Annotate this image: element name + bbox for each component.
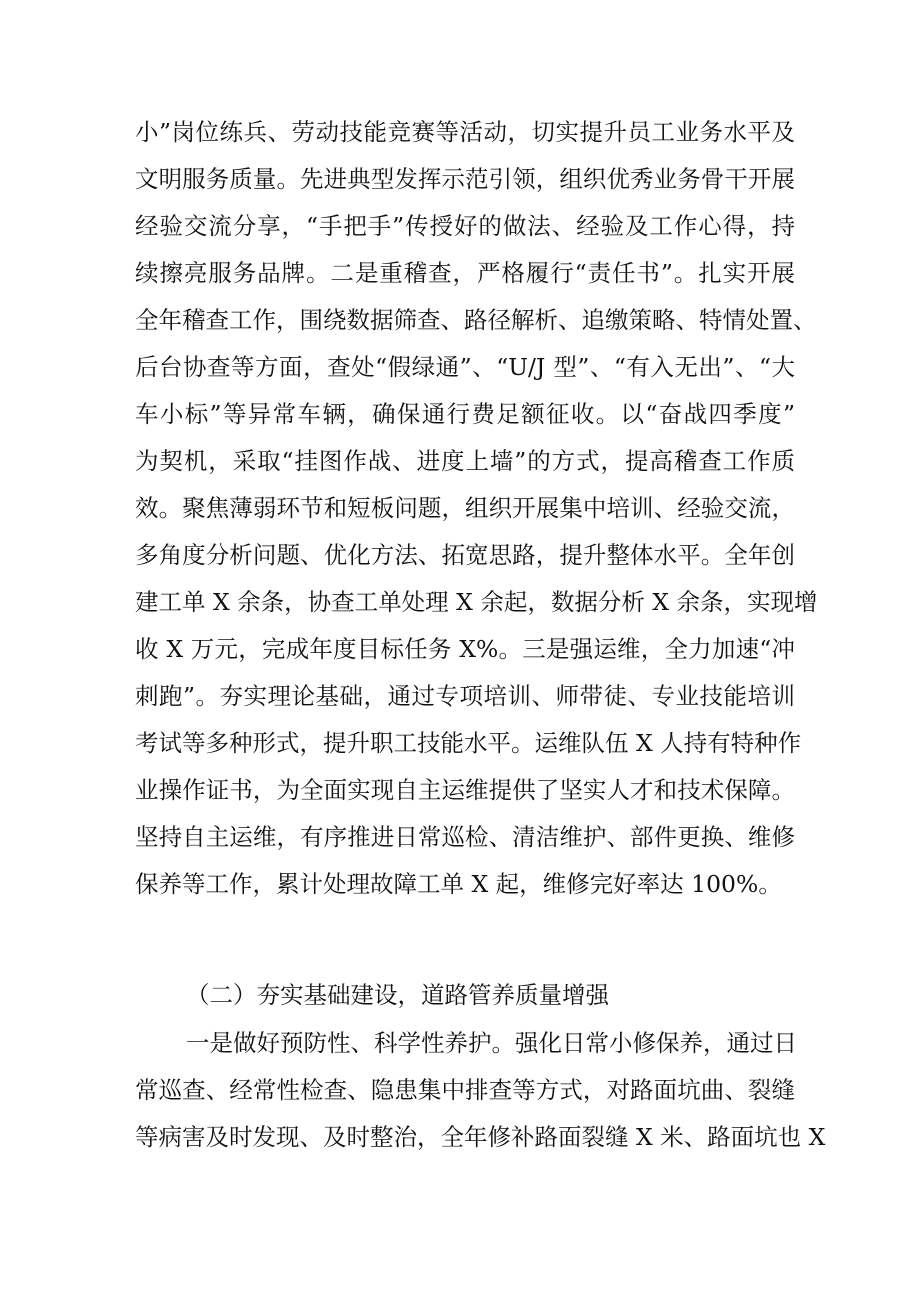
body-text-line: 刺跑”。夯实理论基础，通过专项培训、师带徒、专业技能培训 — [135, 682, 795, 710]
body-text-line: 经验交流分享，“手把手”传授好的做法、经验及工作心得，持 — [135, 212, 795, 240]
body-text-line: 一是做好预防性、科学性养护。强化日常小修保养，通过日 — [186, 1029, 797, 1057]
body-text-line: 后台协查等方面，查处“假绿通”、“U/J 型”、“有入无出”、“大 — [135, 353, 795, 381]
body-text-line: 常巡查、经常性检查、隐患集中排查等方式，对路面坑曲、裂缝 — [135, 1076, 795, 1104]
body-text-line: 效。聚焦薄弱环节和短板问题，组织开展集中培训、经验交流， — [135, 494, 795, 522]
body-text-line: 收 X 万元，完成年度目标任务 X%。三是强运维，全力加速“冲 — [135, 635, 795, 663]
body-text-line: 小”岗位练兵、劳动技能竞赛等活动，切实提升员工业务水平及 — [135, 118, 795, 146]
body-text-line: 续擦亮服务品牌。二是重稽查，严格履行“责任书”。扎实开展 — [135, 259, 795, 287]
body-text-line: 等病害及时发现、及时整治，全年修补路面裂缝 X 米、路面坑也 X — [135, 1123, 826, 1151]
body-text-line: 业操作证书，为全面实现自主运维提供了坚实人才和技术保障。 — [135, 776, 795, 804]
body-text-line: 多角度分析问题、优化方法、拓宽思路，提升整体水平。全年创 — [135, 541, 795, 569]
section-heading: （二）夯实基础建设，道路管养质量增强 — [186, 981, 609, 1009]
body-text-line: 保养等工作，累计处理故障工单 X 起，维修完好率达 100%。 — [135, 870, 782, 898]
body-text-line: 考试等多种形式，提升职工技能水平。运维队伍 X 人持有特种作 — [135, 729, 802, 757]
body-text-line: 建工单 X 余条，协查工单处理 X 余起，数据分析 X 余条，实现增 — [135, 588, 818, 616]
body-text-line: 全年稽查工作，围绕数据筛查、路径解析、追缴策略、特情处置、 — [135, 306, 817, 334]
body-text-line: 车小标”等异常车辆，确保通行费足额征收。以“奋战四季度” — [135, 400, 795, 428]
body-text-line: 为契机，采取“挂图作战、进度上墙”的方式，提高稽查工作质 — [135, 447, 795, 475]
body-text-line: 文明服务质量。先进典型发挥示范引领，组织优秀业务骨干开展 — [135, 165, 795, 193]
body-text-line: 坚持自主运维，有序推进日常巡检、清洁维护、部件更换、维修 — [135, 823, 795, 851]
